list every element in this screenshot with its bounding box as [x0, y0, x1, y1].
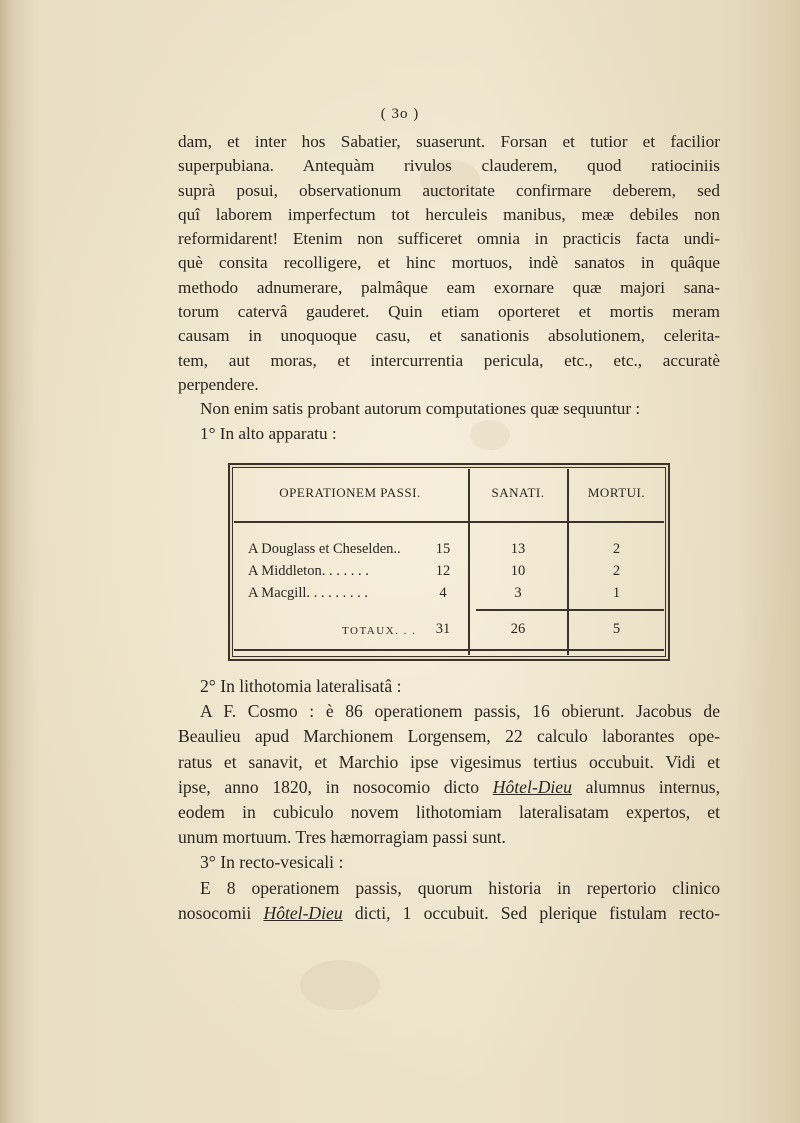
text-run: nosocomii: [178, 902, 264, 923]
paragraph-line: perpendere.: [178, 374, 259, 394]
table-row-name: A Middleton. . . . . . .: [248, 563, 369, 579]
paragraph-line: ratus et sanavit, et Marchio ipse vigesimus tertius occubuit. Vidi et: [178, 751, 720, 772]
data-table: [228, 463, 670, 661]
paragraph-line: Non enim satis probant autorum computationes quæ sequuntur :: [200, 399, 641, 419]
paragraph-line: reformidarent! Etenim non sufficeret omnia in practicis facta undi-: [178, 229, 720, 249]
paragraph-line: unum mortuum. Tres hæmorragiam passi sunt.: [178, 827, 506, 848]
table-row-passi: 4: [439, 585, 447, 601]
table-total-rule: [476, 609, 664, 611]
table-row-passi: 15: [435, 541, 451, 557]
section-heading: 1° In alto apparatu :: [200, 423, 337, 443]
paragraph-line: [178, 901, 720, 926]
table-row-mortui: 2: [612, 541, 621, 557]
table-totals-passi: 31: [435, 621, 451, 637]
text-block-bottom: [178, 674, 720, 926]
paragraph-line: methodo adnumerare, palmâque eam exornare quæ majori sana-: [178, 277, 720, 297]
paragraph-line: eodem in cubiculo novem lithotomiam lateralisatam expertos, et: [178, 802, 720, 823]
table-bottom-rule: [234, 649, 664, 651]
hotel-dieu-name: Hôtel-Dieu: [263, 902, 343, 923]
paragraph-line: què consita recolligere, et hinc mortuos, indè sanatos in quâque: [178, 253, 720, 273]
table-row-sanati: 10: [510, 563, 526, 579]
text-run: ipse, anno 1820, in nosocomio dicto: [178, 776, 493, 797]
table-row-passi: 12: [435, 563, 451, 579]
section-heading: 2° In lithotomia lateralisatâ :: [200, 676, 402, 696]
text-run: dicti, 1 occubuit. Sed plerique fistulam recto-: [342, 902, 720, 923]
paragraph-line: causam in unoquoque casu, et sanationis absolutionem, celerita-: [178, 326, 720, 346]
paragraph-line: suprà posui, observationum auctoritate confirmare deberem, sed: [178, 180, 720, 200]
table-totals-sanati: 26: [510, 621, 526, 637]
table-header-mortui: MORTUI.: [587, 485, 646, 500]
paragraph-line: E 8 operationem passis, quorum historia in repertorio clinico: [200, 877, 720, 898]
table-header-rule: [234, 521, 664, 523]
table-row-mortui: 2: [612, 563, 621, 579]
table-header-sanati: SANATI.: [491, 485, 545, 500]
table-row-name: A Douglass et Cheselden..: [248, 541, 401, 557]
paragraph-line: torum catervâ gauderet. Quin etiam oporteret et mortis meram: [178, 302, 720, 322]
text-run: alumnus internus,: [571, 776, 720, 797]
table-row-mortui: 1: [612, 585, 621, 601]
section-heading: 3° In recto-vesicali :: [200, 852, 344, 873]
page-number: ( 3o ): [380, 106, 420, 122]
table-row-name: A Macgill. . . . . . . . .: [248, 585, 369, 601]
paper-stain: [300, 960, 380, 1010]
paragraph-line: quî laborem imperfectum tot herculeis manibus, meæ debiles non: [178, 204, 720, 224]
table-row-sanati: 3: [514, 585, 522, 601]
text-block-top: [178, 130, 720, 446]
paragraph-line: [178, 775, 720, 800]
table-totals-mortui: 5: [612, 621, 621, 637]
paragraph-line: superpubiana. Antequàm rivulos clauderem, quod ratiociniis: [178, 156, 720, 176]
paragraph-line: A F. Cosmo : è 86 operationem passis, 16 obierunt. Jacobus de: [200, 701, 720, 722]
table-totals-label: TOTAUX. . .: [342, 625, 417, 637]
hotel-dieu-name: Hôtel-Dieu: [492, 776, 572, 797]
paragraph-line: dam, et inter hos Sabatier, suaserunt. Forsan et tutior et facilior: [178, 132, 720, 151]
table-row-sanati: 13: [510, 541, 526, 557]
table-header-operations: OPERATIONEM PASSI.: [279, 485, 421, 500]
paragraph-line: Beaulieu apud Marchionem Lorgensem, 22 calculo laborantes ope-: [178, 726, 720, 747]
paragraph-line: tem, aut moras, et intercurrentia pericula, etc., etc., accuratè: [178, 350, 720, 370]
